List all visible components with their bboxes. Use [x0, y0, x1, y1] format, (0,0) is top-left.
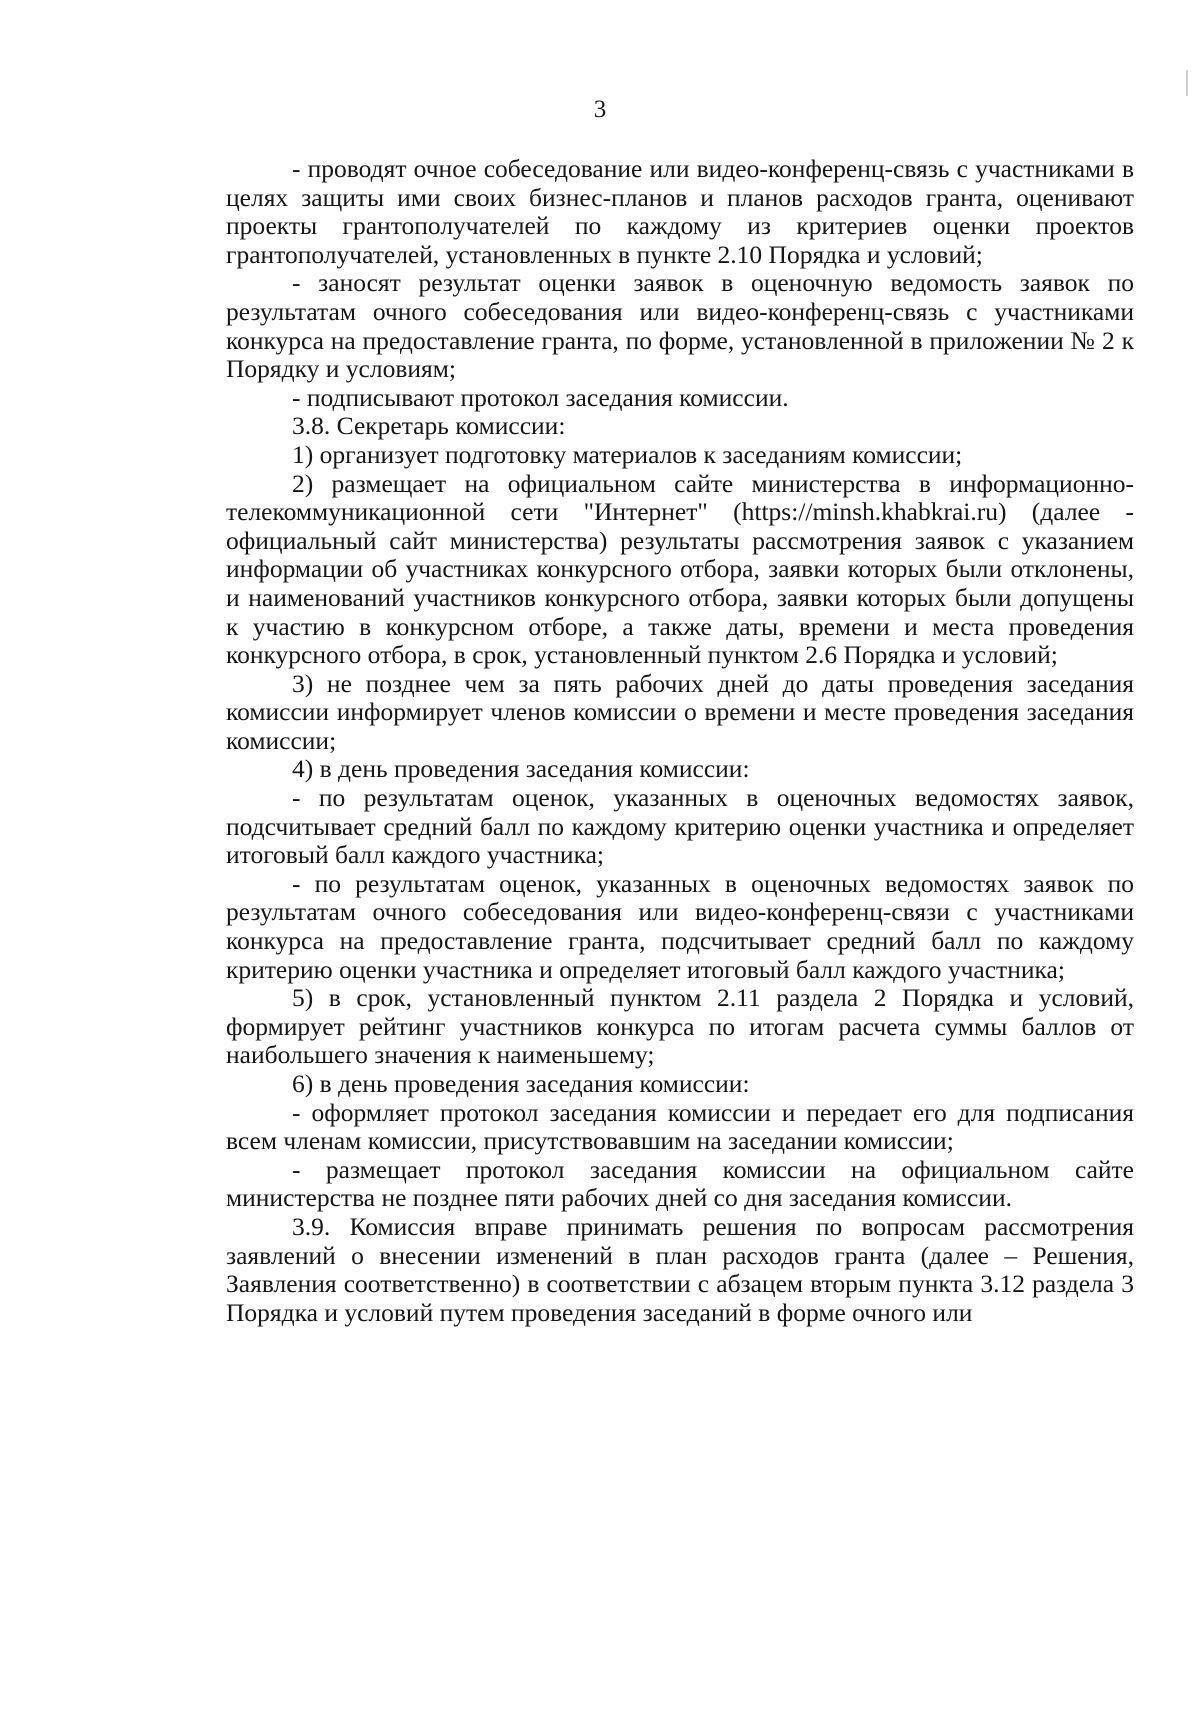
- page-number: 3: [593, 96, 607, 123]
- paragraph: 4) в день проведения заседания комиссии:: [292, 754, 750, 784]
- paragraph: 3) не позднее чем за пять рабочих дней до даты проведения заседания комиссии информирует членов комиссии о времени и месте проведения заседания комиссии;: [226, 668, 1134, 755]
- paragraph: 2) размещает на официальном сайте министерства в информационно-телекоммуникационной сети "Интернет" (https://minsh.khabkrai.ru) (далее - официальный сайт министерства) результаты рассмотрения заявок с указанием информации об участниках конкурсного отбора, заявки которых были отклонены, и наименований участников конкурсного отбора, заявки которых были допущены к участию в конкурсном отборе, а также даты, времени и места проведения конкурсного отбора, в срок, установленный пунктом 2.6 Порядка и условий;: [226, 468, 1134, 670]
- paragraph: - подписывают протокол заседания комиссии.: [292, 382, 789, 412]
- paragraph: 6) в день проведения заседания комиссии:: [292, 1069, 750, 1098]
- paragraph: - по результатам оценок, указанных в оценочных ведомостях заявок, подсчитывает средний балл по каждому критерию оценки участника и определяет итоговый балл каждого участника;: [226, 783, 1134, 870]
- paragraph: 5) в срок, установленный пунктом 2.11 раздела 2 Порядка и условий, формирует рейтинг участников конкурса по итогам расчета суммы баллов от наибольшего значения к наименьшему;: [226, 983, 1134, 1070]
- paragraph: - размещает протокол заседания комиссии на официальном сайте министерства не позднее пяти рабочих дней со дня заседания комиссии.: [226, 1154, 1134, 1213]
- paragraph: - оформляет протокол заседания комиссии и передает его для подписания всем членам комиссии, присутствовавшим на заседании комиссии;: [226, 1097, 1134, 1156]
- paragraph: 3.8. Секретарь комиссии:: [292, 411, 566, 441]
- paragraph: - по результатам оценок, указанных в оценочных ведомостях заявок по результатам очного собеседования или видео-конференц-связи с участниками конкурса на предоставление гранта, подсчитывает средний балл по каждому критерию оценки участника и определяет итоговый балл каждого участника;: [226, 868, 1134, 984]
- paragraph: 1) организует подготовку материалов к заседаниям комиссии;: [292, 439, 963, 469]
- paragraph: - заносят результат оценки заявок в оценочную ведомость заявок по результатам очного собеседования или видео-конференц-связь с участниками конкурса на предоставление гранта, по форме, установленной в приложении № 2 к Порядку и условиям;: [226, 268, 1134, 384]
- paragraph: 3.9. Комиссия вправе принимать решения по вопросам рассмотрения заявлений о внесении изменений в план расходов гранта (далее – Решения, Заявления соответственно) в соответствии с абзацем вторым пункта 3.12 раздела 3 Порядка и условий путем проведения заседаний в форме очного или: [226, 1211, 1134, 1327]
- paragraph: - проводят очное собеседование или видео-конференц-связь с участниками в целях защиты ими своих бизнес-планов и планов расходов гранта, оценивают проекты грантополучателей по каждому из критериев оценки проектов грантополучателей, установленных в пункте 2.10 Порядка и условий;: [226, 154, 1134, 269]
- scan-artifact: [1186, 70, 1188, 96]
- document-body: [226, 155, 1134, 1327]
